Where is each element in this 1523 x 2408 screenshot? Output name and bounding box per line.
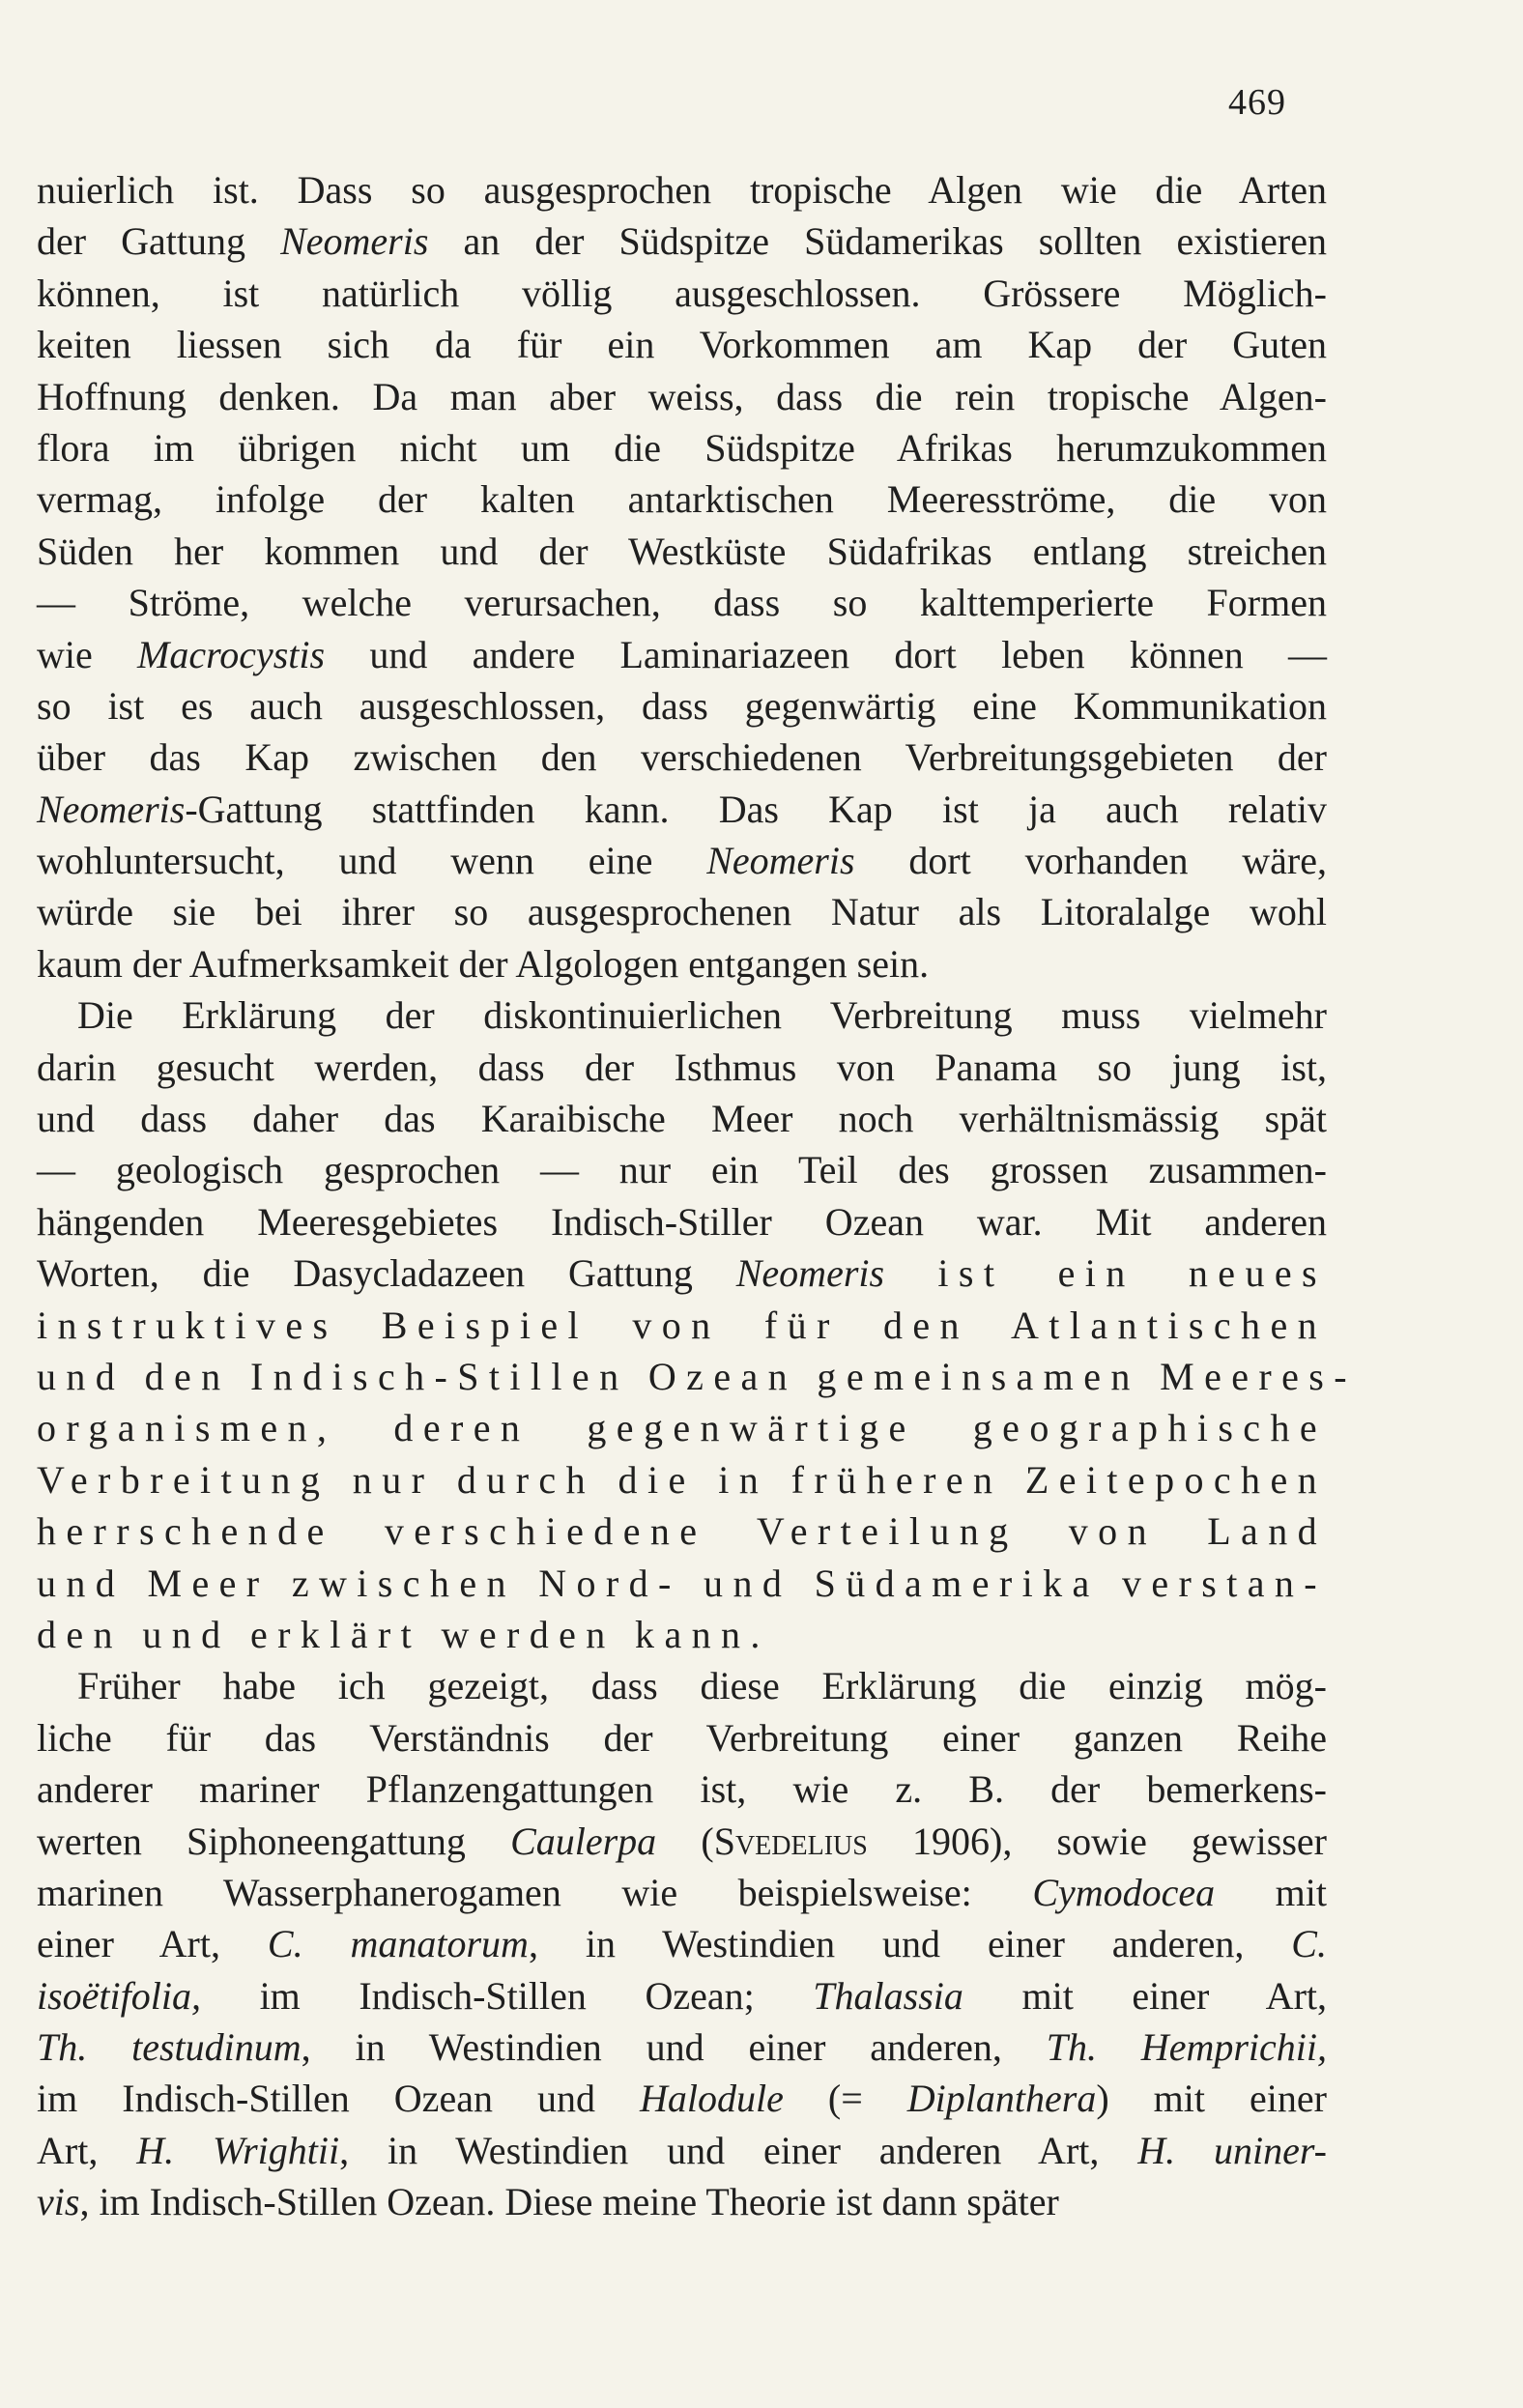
text-segment: der Gattung — [37, 219, 281, 264]
text-segment: instruktives Beispiel von für den Atlantischen — [37, 1303, 1327, 1347]
text-line — [37, 319, 1327, 370]
text-line — [37, 2125, 1327, 2176]
text-segment: , in Westindien und einer anderen, — [528, 1922, 1292, 1966]
text-segment: würde sie bei ihrer so ausgesprochenen Natur als Litoralalge wohl — [37, 890, 1327, 934]
text-line — [37, 1918, 1327, 1969]
text-line — [37, 2021, 1327, 2073]
text-line — [37, 1558, 1327, 1609]
text-segment: anderer mariner Pflanzengattungen ist, wie z. B. der bemerkens- — [37, 1767, 1327, 1812]
text-line — [37, 784, 1327, 835]
text-segment: -Gattung stattfinden kann. Das Kap ist ja auch relativ — [185, 787, 1327, 831]
text-segment: — geologisch gesprochen — nur ein Teil des grossen zusammen- — [37, 1148, 1327, 1192]
text-segment: Neomeris — [735, 1251, 885, 1296]
text-segment: hängenden Meeresgebietes Indisch-Stiller Ozean war. Mit anderen — [37, 1199, 1327, 1244]
text-line — [37, 1247, 1327, 1299]
text-line — [37, 835, 1327, 886]
text-segment: kaum der Aufmerksamkeit der Algologen entgangen sein. — [37, 941, 930, 986]
text-line — [37, 1816, 1327, 1867]
text-line — [37, 1402, 1327, 1453]
text-segment: isoëtifolia, — [37, 1973, 201, 2018]
text-segment: Macrocystis — [137, 632, 326, 676]
text-segment: mit — [1215, 1870, 1328, 1914]
body-text — [37, 164, 1357, 2228]
text-line — [37, 526, 1327, 577]
text-segment: und andere Laminariazeen dort leben können — — [325, 632, 1327, 676]
text-segment: darin gesucht werden, dass der Isthmus von Panama so jung ist, — [37, 1045, 1327, 1089]
text-line — [37, 1505, 1327, 1557]
text-segment: Svedelius — [713, 1819, 868, 1863]
text-line — [37, 2176, 1327, 2227]
text-segment: 1906), sowie gewisser — [867, 1819, 1327, 1863]
text-segment: , in Westindien und einer anderen Art, — [339, 2128, 1138, 2172]
text-line — [37, 1712, 1327, 1763]
text-segment: , in Westindien und einer anderen, — [301, 2025, 1047, 2070]
text-segment: nuierlich ist. Dass so ausgesprochen tropische Algen wie die Arten — [37, 168, 1327, 212]
text-line — [37, 1454, 1327, 1505]
text-segment: herrschende verschiedene Verteilung von Land — [37, 1509, 1327, 1554]
text-line — [37, 1093, 1327, 1144]
text-segment: den und erklärt werden kann. — [37, 1612, 770, 1656]
text-line — [37, 1351, 1357, 1402]
text-segment: (= — [783, 2077, 907, 2121]
text-line — [37, 1300, 1327, 1351]
text-segment: Thalassia — [813, 1973, 963, 2018]
text-line — [37, 473, 1327, 525]
text-segment: C. — [1291, 1922, 1327, 1966]
text-line — [37, 422, 1327, 473]
text-segment: Neomeris — [280, 219, 429, 264]
text-segment: im Indisch-Stillen Ozean; — [201, 1973, 814, 2018]
text-segment: keiten liessen sich da für ein Vorkommen am Kap der Guten — [37, 323, 1327, 367]
text-line — [37, 1042, 1327, 1093]
text-segment: Hoffnung denken. Da man aber weiss, dass die rein tropische Algen- — [37, 374, 1327, 418]
text-segment: wohluntersucht, und wenn eine — [37, 839, 707, 883]
text-segment: und den Indisch-Stillen Ozean gemeinsamen Meeres- — [37, 1354, 1357, 1398]
text-segment: Neomeris — [37, 787, 186, 831]
text-segment: Cymodocea — [1032, 1870, 1216, 1914]
text-segment: an der Südspitze Südamerikas sollten existieren — [428, 219, 1327, 264]
text-line — [37, 268, 1327, 319]
text-segment: — Ströme, welche verursachen, dass so kalttemperierte Formen — [37, 581, 1327, 625]
text-segment: wie — [37, 632, 138, 676]
text-segment: organismen, deren gegenwärtige geographische — [37, 1406, 1327, 1450]
text-segment: flora im übrigen nicht um die Südspitze Afrikas herumzukommen — [37, 425, 1327, 470]
text-segment: über das Kap zwischen den verschiedenen Verbreitungsgebieten der — [37, 735, 1327, 780]
text-segment: liche für das Verständnis der Verbreitung einer ganzen Reihe — [37, 1715, 1327, 1760]
page-number: 469 — [1228, 82, 1286, 123]
text-line — [37, 1660, 1327, 1711]
text-segment: Verbreitung nur durch die in früheren Zeitepochen — [37, 1457, 1327, 1502]
text-segment: H. uniner- — [1137, 2128, 1327, 2172]
text-line — [37, 731, 1327, 783]
text-segment: H. Wrightii — [136, 2128, 340, 2172]
text-segment: Th. testudinum — [37, 2025, 302, 2070]
text-segment: dort vorhanden wäre, — [854, 839, 1327, 883]
text-segment: ( — [656, 1819, 714, 1863]
text-line — [37, 1609, 1327, 1660]
text-segment: Neomeris — [706, 839, 855, 883]
text-line — [37, 577, 1327, 628]
text-segment: können, ist natürlich völlig ausgeschlossen. Grössere Möglich- — [37, 271, 1327, 315]
text-line — [37, 215, 1327, 267]
text-segment: einer Art, — [37, 1922, 268, 1966]
text-segment: ) mit einer — [1096, 2077, 1327, 2121]
text-segment: im Indisch-Stillen Ozean und — [37, 2077, 640, 2121]
text-line — [37, 1970, 1327, 2021]
text-segment: Diplanthera — [906, 2077, 1097, 2121]
text-segment: und Meer zwischen Nord- und Südamerika verstan- — [37, 1561, 1327, 1605]
text-segment: Halodule — [640, 2077, 784, 2121]
text-line — [37, 371, 1327, 422]
text-segment: Th. Hemprichii, — [1046, 2025, 1327, 2070]
text-segment: marinen Wasserphanerogamen wie beispielsweise: — [37, 1870, 1033, 1914]
text-segment: vermag, infolge der kalten antarktischen Meeresströme, die von — [37, 477, 1327, 522]
text-line — [37, 164, 1327, 215]
text-line — [37, 886, 1327, 937]
text-segment: werten Siphoneengattung — [37, 1819, 511, 1863]
text-segment: Früher habe ich gezeigt, dass diese Erklärung die einzig mög- — [77, 1664, 1327, 1708]
text-line — [37, 989, 1327, 1041]
text-segment: ist ein neues — [884, 1251, 1327, 1296]
text-line — [37, 2073, 1327, 2124]
text-line — [37, 629, 1327, 680]
text-segment: mit einer Art, — [963, 1973, 1328, 2018]
text-segment: Caulerpa — [510, 1819, 657, 1863]
text-segment: vis — [37, 2180, 80, 2224]
text-segment: C. manatorum — [267, 1922, 529, 1966]
text-segment: und dass daher das Karaibische Meer noch verhältnismässig spät — [37, 1097, 1327, 1141]
text-line — [37, 1144, 1327, 1195]
text-segment: Art, — [37, 2128, 137, 2172]
text-line — [37, 680, 1327, 731]
text-segment: Süden her kommen und der Westküste Südafrikas entlang streichen — [37, 529, 1327, 573]
text-line — [37, 1196, 1327, 1247]
text-segment: , im Indisch-Stillen Ozean. Diese meine Theorie ist dann später — [79, 2180, 1059, 2224]
text-segment: Worten, die Dasycladazeen Gattung — [37, 1251, 736, 1296]
text-line — [37, 938, 1327, 989]
text-line — [37, 1867, 1327, 1918]
text-segment: so ist es auch ausgeschlossen, dass gegenwärtig eine Kommunikation — [37, 683, 1327, 728]
text-segment: Die Erklärung der diskontinuierlichen Verbreitung muss vielmehr — [77, 993, 1327, 1038]
text-line — [37, 1763, 1327, 1815]
